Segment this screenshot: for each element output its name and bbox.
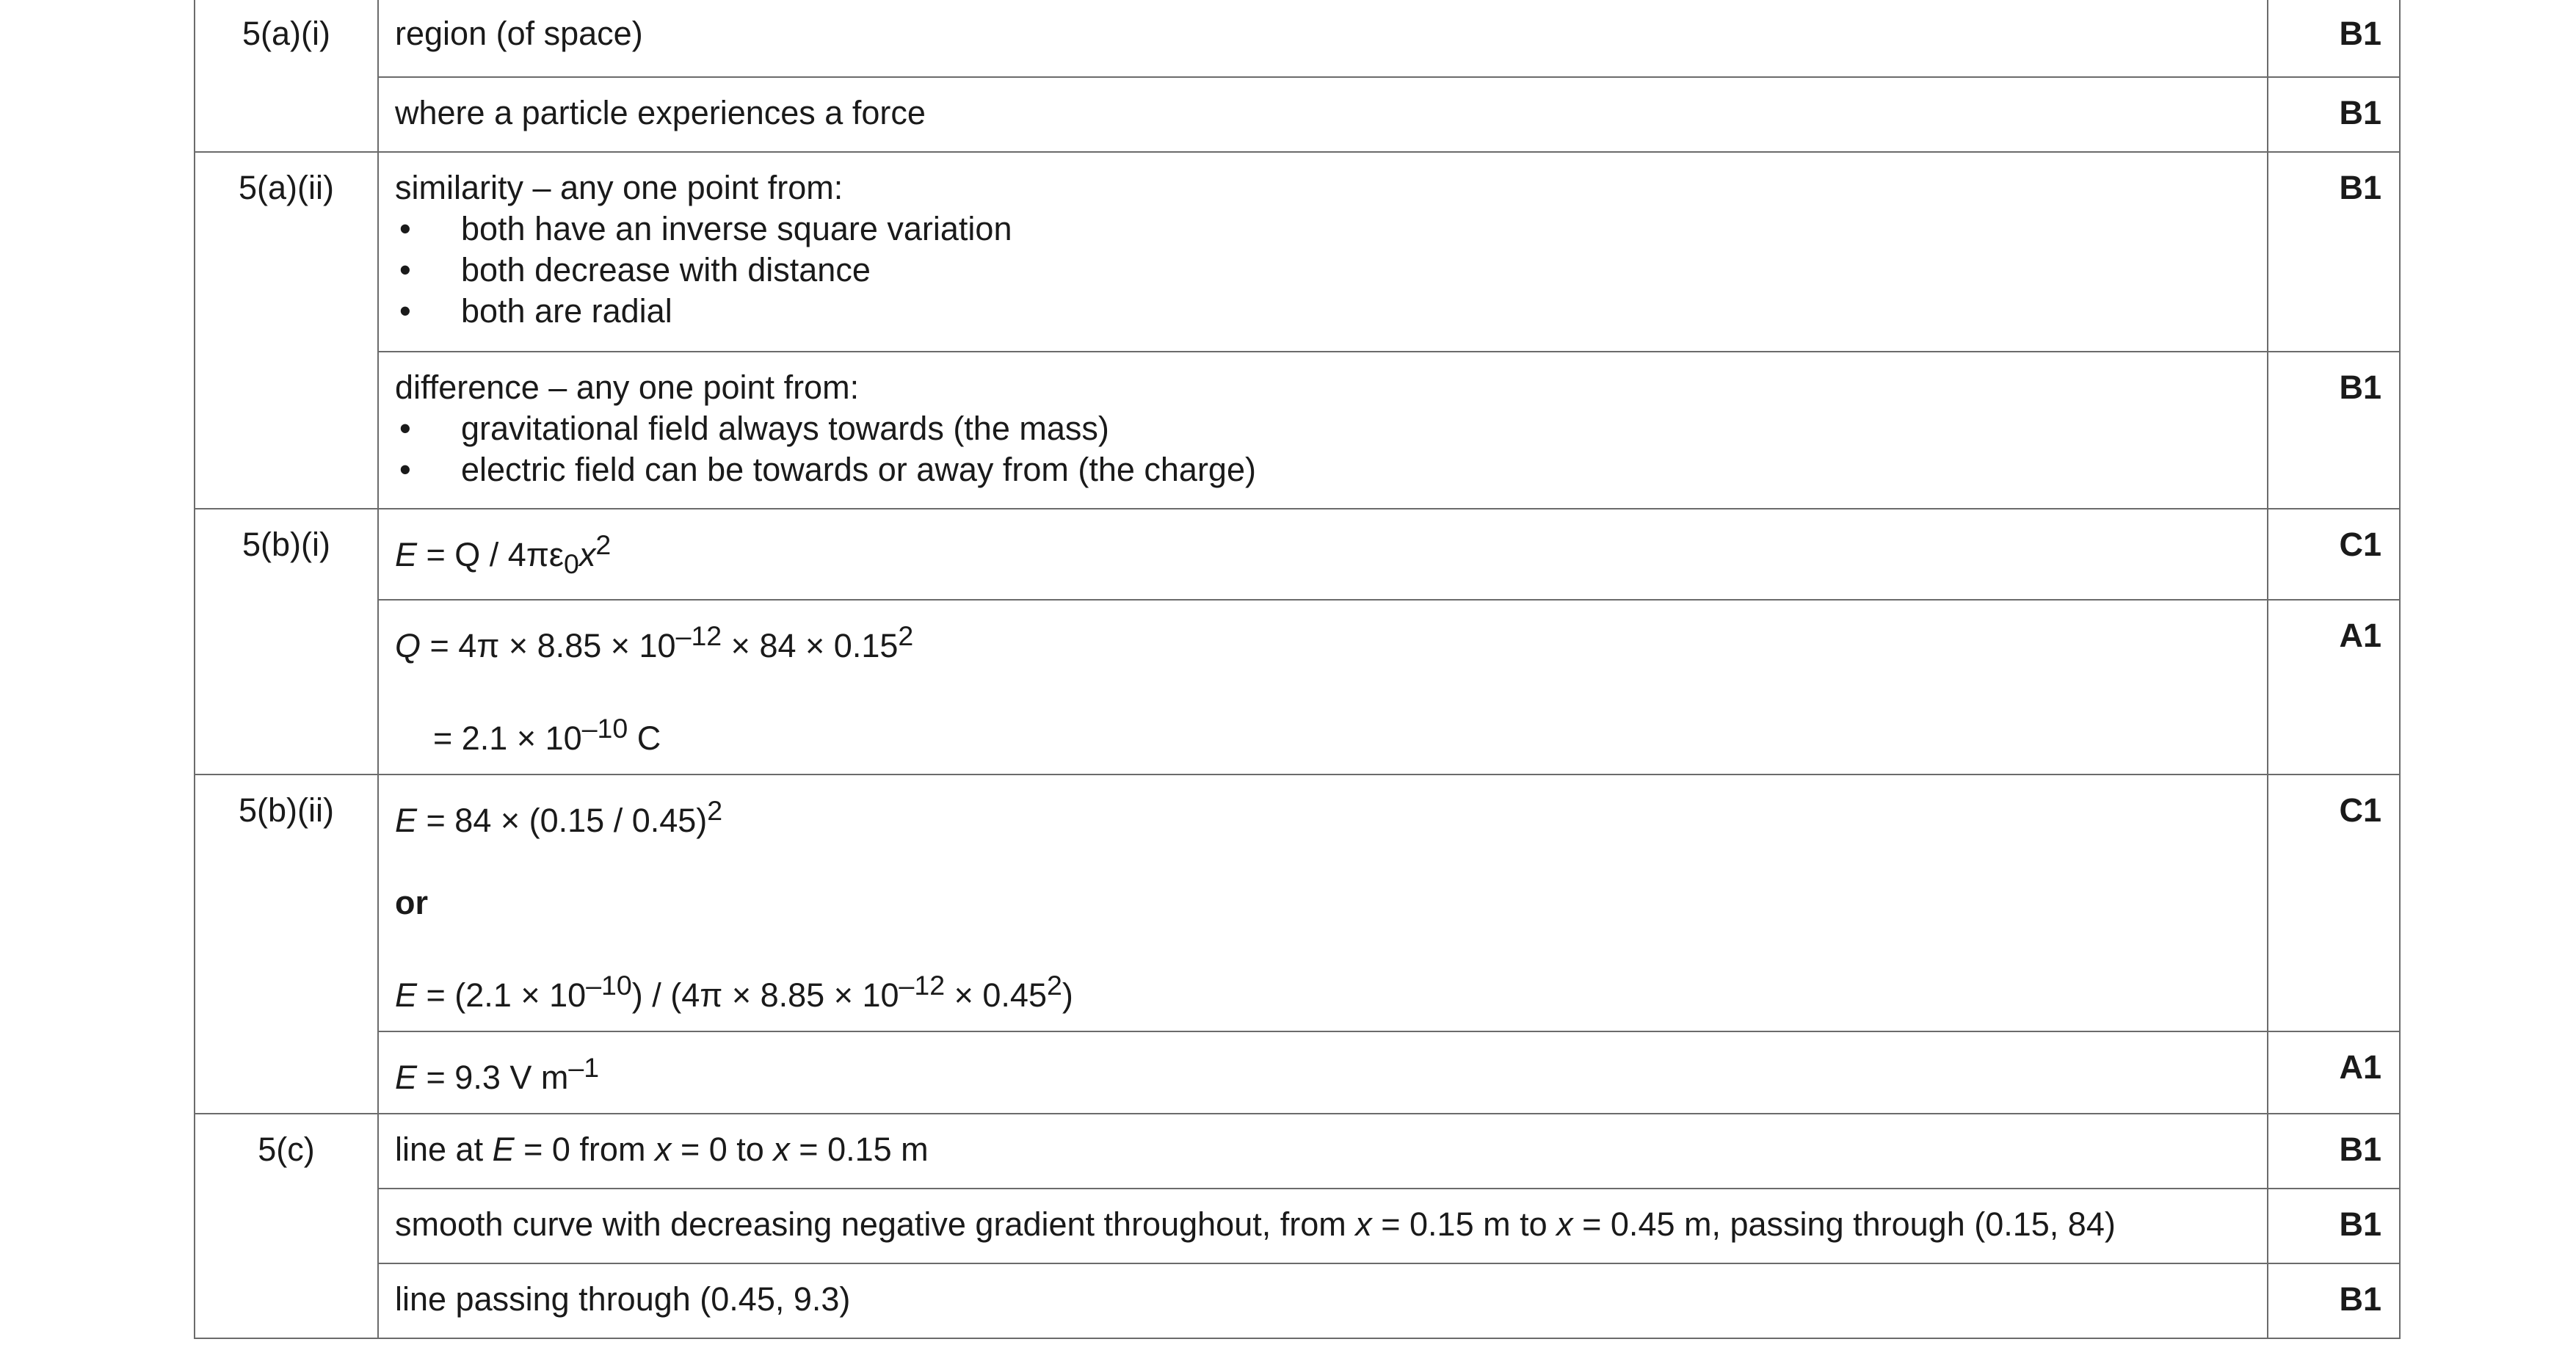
- calculation: $Q = 4\pi \times 8.85 \times 10^{-12} \times 84 \times 0.15^2$: [395, 620, 914, 664]
- table-row: [195, 600, 2400, 774]
- marks-cell: A1: [2268, 600, 2400, 774]
- answer-cell: [378, 774, 2268, 1031]
- equation-2: $E = (2.1 \times 10^{-10}) / (4\pi \times 8.85 \times 10^{-12} \times 0.45^2)$: [395, 970, 1073, 1014]
- table-row: [195, 1114, 2400, 1189]
- answer-cell: [378, 600, 2268, 774]
- table-row: [195, 152, 2400, 352]
- table-row: [195, 509, 2400, 600]
- answer-text: line at E = 0 from x = 0 to x = 0.15 m: [395, 1131, 929, 1168]
- answer-text: smooth curve with decreasing negative gradient throughout, from x = 0.15 m to x = 0.45 m, passing through (0.15, 84): [395, 1205, 2116, 1243]
- question-number: 5(b)(i): [195, 509, 378, 774]
- formula: $E = Q / 4\pi\varepsilon_0x^2$: [395, 529, 612, 579]
- list-item: • both have an inverse square variation: [395, 208, 2249, 250]
- answer-cell: [378, 352, 2268, 509]
- question-number: 5(a)(ii): [195, 152, 378, 509]
- mark-scheme-table: [194, 0, 2401, 1339]
- bullet-icon: •: [399, 251, 411, 289]
- table-row: [195, 1263, 2400, 1338]
- answer-text: region (of space): [395, 15, 643, 52]
- marks-cell: B1: [2268, 0, 2400, 77]
- answer-cell: [378, 1114, 2268, 1189]
- or-separator: or: [395, 884, 428, 921]
- question-number: 5(a)(i): [195, 0, 378, 152]
- table-row: [195, 1031, 2400, 1114]
- bullet-icon: •: [399, 292, 411, 330]
- answer-cell: [378, 1263, 2268, 1338]
- marks-cell: B1: [2268, 152, 2400, 352]
- calculation-result: = $2.1 \times 10^{-10}$ C: [433, 713, 661, 757]
- final-answer: E = 9.3 V $m^{-1}$: [395, 1052, 600, 1096]
- marks-cell: B1: [2268, 77, 2400, 152]
- table-row: [195, 77, 2400, 152]
- table-row: [195, 1189, 2400, 1263]
- marks-cell: A1: [2268, 1031, 2400, 1114]
- similarity-list: [395, 208, 2249, 332]
- answer-cell: [378, 0, 2268, 77]
- answer-cell: [378, 509, 2268, 600]
- bullet-icon: •: [399, 410, 411, 447]
- list-item: • both decrease with distance: [395, 250, 2249, 291]
- question-number: 5(b)(ii): [195, 774, 378, 1114]
- difference-list: [395, 408, 2249, 490]
- answer-cell: [378, 152, 2268, 352]
- table-row: [195, 0, 2400, 77]
- answer-text: where a particle experiences a force: [395, 94, 926, 131]
- bullet-icon: •: [399, 210, 411, 247]
- difference-heading: difference – any one point from:: [395, 369, 860, 406]
- similarity-heading: similarity – any one point from:: [395, 169, 843, 206]
- marks-cell: C1: [2268, 774, 2400, 1031]
- list-item: • both are radial: [395, 291, 2249, 332]
- answer-cell: [378, 77, 2268, 152]
- answer-cell: [378, 1031, 2268, 1114]
- list-item: • electric field can be towards or away from (the charge): [395, 449, 2249, 490]
- table-row: [195, 352, 2400, 509]
- answer-text: line passing through (0.45, 9.3): [395, 1280, 851, 1318]
- bullet-icon: •: [399, 451, 411, 488]
- list-item: • gravitational field always towards (the mass): [395, 408, 2249, 449]
- answer-cell: [378, 1189, 2268, 1263]
- marks-cell: B1: [2268, 1263, 2400, 1338]
- table-row: [195, 774, 2400, 1031]
- equation-1: E = 84 × (0.15 / 0.45)$^2$: [395, 795, 723, 839]
- marks-cell: B1: [2268, 1114, 2400, 1189]
- question-number: 5(c): [195, 1114, 378, 1338]
- marks-cell: B1: [2268, 352, 2400, 509]
- marks-cell: B1: [2268, 1189, 2400, 1263]
- marks-cell: C1: [2268, 509, 2400, 600]
